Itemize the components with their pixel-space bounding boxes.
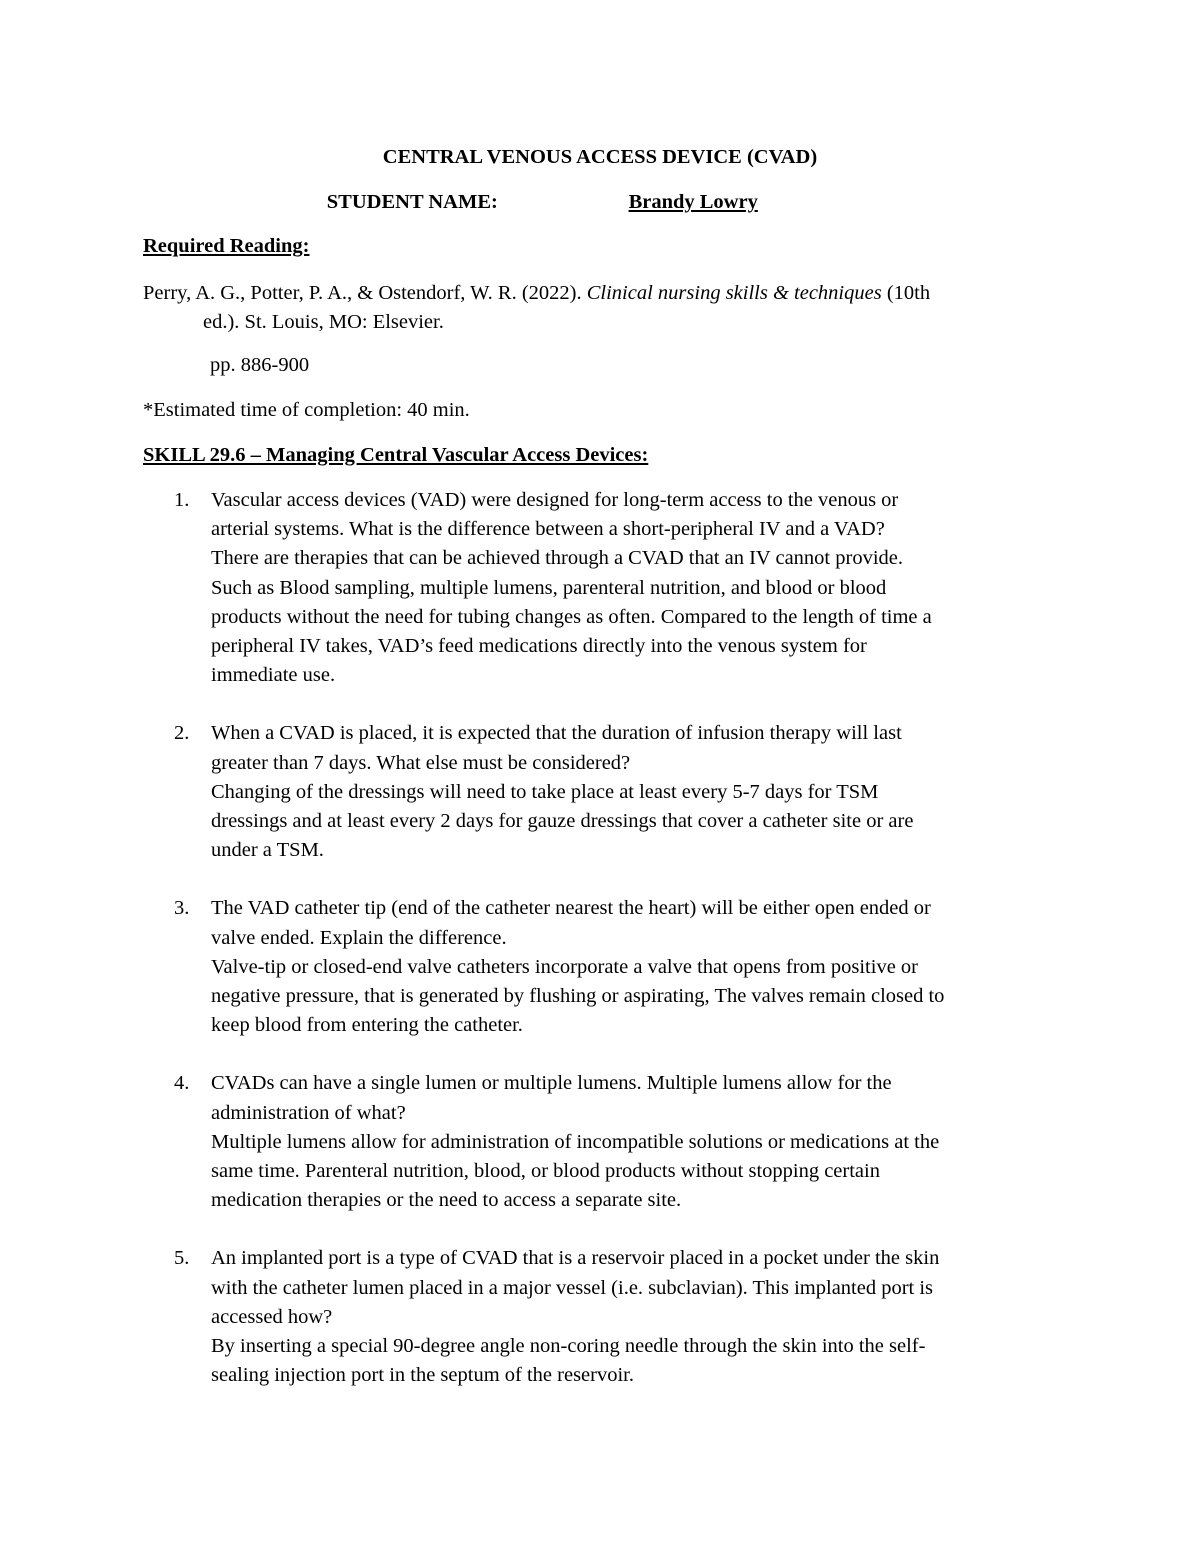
reference-line-2: ed.). St. Louis, MO: Elsevier. [203, 311, 444, 333]
reference-book-title: Clinical nursing skills & techniques [586, 282, 882, 304]
question-text-line: under a TSM. [211, 839, 324, 862]
question-item [143, 1069, 1063, 1215]
question-text-line: Multiple lumens allow for administration of incompatible solutions or medications at the [211, 1130, 940, 1153]
question-text-line: greater than 7 days. What else must be considered? [211, 751, 631, 774]
question-number: 4. [174, 1072, 190, 1095]
question-text-line: Vascular access devices (VAD) were designed for long-term access to the venous or [211, 489, 899, 511]
question-text-line: There are therapies that can be achieved through a CVAD that an IV cannot provide. [211, 547, 903, 570]
question-text-line: accessed how? [211, 1305, 333, 1328]
question-number: 3. [174, 897, 190, 920]
question-text-line: arterial systems. What is the difference between a short-peripheral IV and a VAD? [211, 518, 885, 541]
question-text-line: products without the need for tubing changes as often. Compared to the length of time a [211, 605, 932, 628]
question-item [143, 1244, 1063, 1390]
question-text-line: Changing of the dressings will need to take place at least every 5-7 days for TSM [211, 780, 879, 803]
skill-heading: SKILL 29.6 – Managing Central Vascular Access Devices: [143, 444, 649, 466]
reference-authors: Perry, A. G., Potter, P. A., & Ostendorf, W. R. (2022). [143, 282, 587, 304]
question-text-line: dressings and at least every 2 days for gauze dressings that cover a catheter site or are [211, 810, 914, 833]
question-text-line: immediate use. [211, 664, 336, 687]
question-text-line: medication therapies or the need to access a separate site. [211, 1189, 682, 1212]
question-text-line: CVADs can have a single lumen or multiple lumens. Multiple lumens allow for the [211, 1072, 892, 1095]
question-list [143, 486, 1063, 1419]
document-title: CENTRAL VENOUS ACCESS DEVICE (CVAD) [382, 146, 818, 168]
required-reading-heading: Required Reading: [143, 235, 310, 257]
question-text-line: The VAD catheter tip (end of the catheter nearest the heart) will be either open ended or [211, 897, 931, 920]
reference-line-1 [143, 279, 1063, 308]
estimated-time: *Estimated time of completion: 40 min. [143, 399, 470, 421]
question-text-line: negative pressure, that is generated by flushing or aspirating, The valves remain closed to [211, 985, 945, 1008]
question-item [143, 719, 1063, 865]
question-number: 5. [174, 1247, 190, 1270]
question-text-line: administration of what? [211, 1101, 406, 1124]
question-text-line: Such as Blood sampling, multiple lumens, parenteral nutrition, and blood or blood [211, 576, 887, 599]
student-name-label: STUDENT NAME: [326, 191, 498, 213]
question-item [143, 894, 1063, 1040]
reference-pages: pp. 886-900 [210, 354, 310, 376]
question-text-line: same time. Parenteral nutrition, blood, or blood products without stopping certain [211, 1160, 880, 1183]
question-text-line: with the catheter lumen placed in a major vessel (i.e. subclavian). This implanted port is [211, 1276, 934, 1299]
question-text-line: Valve-tip or closed-end valve catheters incorporate a valve that opens from positive or [211, 955, 918, 978]
student-name-line [0, 189, 1200, 215]
question-text-line: peripheral IV takes, VAD’s feed medications directly into the venous system for [211, 635, 867, 658]
question-text-line: By inserting a special 90-degree angle non-coring needle through the skin into the self- [211, 1335, 926, 1358]
question-text-line: keep blood from entering the catheter. [211, 1014, 523, 1037]
question-number: 2. [174, 722, 190, 745]
question-text-line: valve ended. Explain the difference. [211, 926, 507, 949]
reference-citation [143, 279, 1063, 337]
question-text-line: When a CVAD is placed, it is expected that the duration of infusion therapy will last [211, 722, 902, 745]
question-text-line: sealing injection port in the septum of the reservoir. [211, 1364, 634, 1387]
student-name-value: Brandy Lowry [628, 191, 758, 213]
question-number: 1. [174, 489, 190, 511]
question-text-line: An implanted port is a type of CVAD that is a reservoir placed in a pocket under the skin [211, 1247, 940, 1270]
reference-edition: (10th [881, 282, 931, 304]
question-item [143, 486, 1063, 690]
